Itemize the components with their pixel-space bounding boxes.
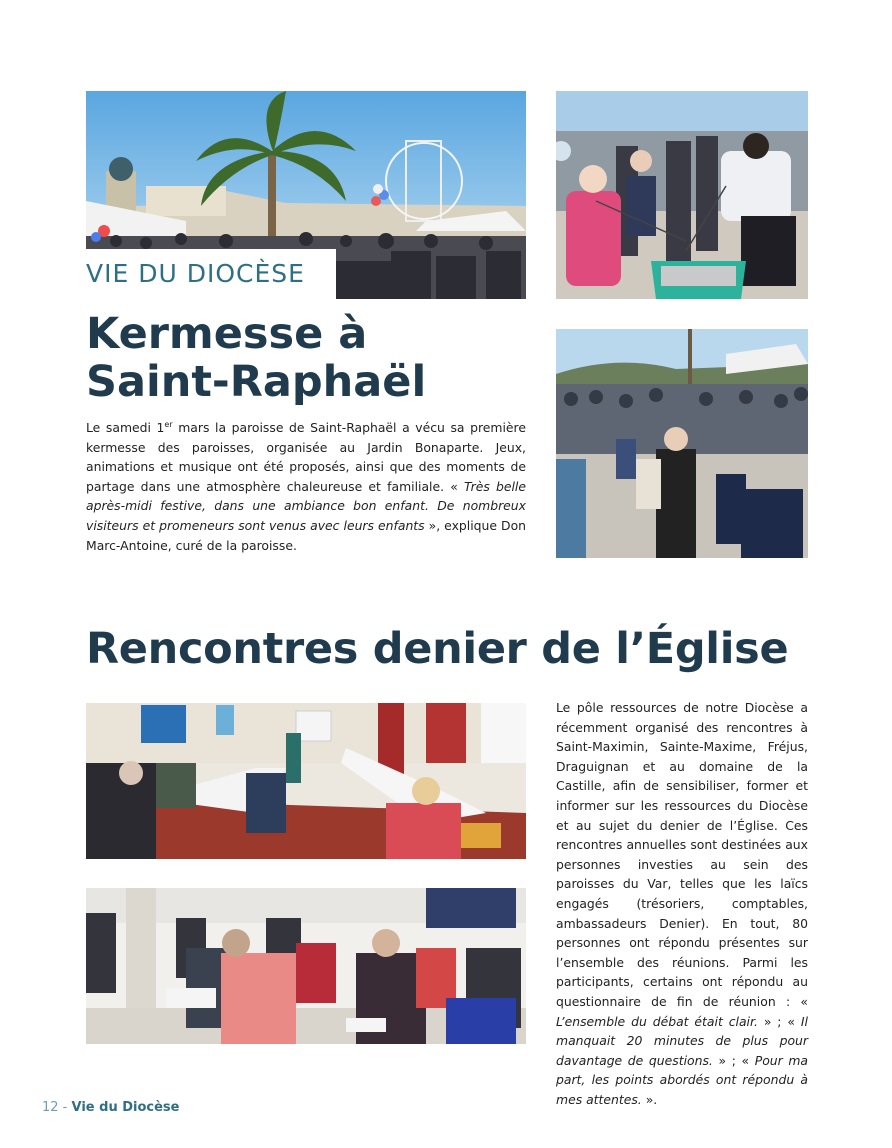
article-title-line1: Kermesse à [86, 309, 368, 359]
photo-audience-seated [86, 888, 526, 1044]
article1-quote: Très belle après-midi festive, dans une ambiance bon enfant. De nombreux visiteurs et promeneurs sont venus avec leurs enfants [86, 478, 526, 533]
article-title-line2: Saint-Raphaël [86, 357, 427, 407]
photo-crowd-game [556, 329, 808, 558]
article2-body [556, 698, 808, 1109]
photo-meeting-room [86, 703, 526, 859]
article2-quote: Il manquait 20 minutes de plus pour davantage de questions. [556, 1013, 808, 1068]
photo-children-fishing-game [556, 91, 808, 299]
article2-body-text: » ; « [757, 1013, 801, 1029]
page-number: 12 [42, 1100, 59, 1115]
section-tag-label: VIE DU DIOCÈSE [86, 259, 305, 288]
article1-body-text: Le samedi 1 [86, 420, 165, 435]
article2-body-text: ». [641, 1091, 658, 1107]
article1-body-text: mars la paroisse de Saint-Raphaël a vécu sa première kermesse des paroisses, organisée au Jardin Bonaparte. Jeux, animations et musique ont été proposés, ainsi que des moments de partage dans une atmosphère chaleureuse et familiale. « [86, 420, 526, 494]
footer-separator: - [58, 1100, 72, 1115]
article2-body-text: » ; « [712, 1052, 755, 1068]
superscript: er [164, 419, 173, 429]
article1-body [86, 418, 526, 555]
article1-body-text: », explique Don Marc-Antoine, curé de la paroisse. [86, 517, 527, 553]
article2-body-text: Le pôle ressources de notre Diocèse a récemment organisé des rencontres à Saint-Maximin, Sainte-Maxime, Fréjus, Draguignan et au domaine de la Castille, afin de sensibiliser, former et informer sur les ressources du Diocèse et au sujet du denier de l’Église. Ces rencontres annuelles sont destinées aux personnes investies au sein des paroisses du Var, telles que les laïcs engagés (trésoriers, comptables, ambassadeurs Denier). En tout, 80 personnes ont répondu présentes sur l’ensemble des réunions. Parmi les participants, certains ont répondu au questionnaire de fin de réunion : « [556, 700, 808, 1009]
article2-quote: L’ensemble du débat était clair. [556, 1013, 758, 1029]
article2-quote: Pour ma part, les points abordés ont répondu à mes attentes. [556, 1052, 809, 1107]
page-footer [42, 1100, 180, 1115]
footer-section-name: Vie du Diocèse [71, 1100, 180, 1115]
section-tag [86, 249, 336, 299]
article2-title: Rencontres denier de l’Église [86, 624, 789, 674]
